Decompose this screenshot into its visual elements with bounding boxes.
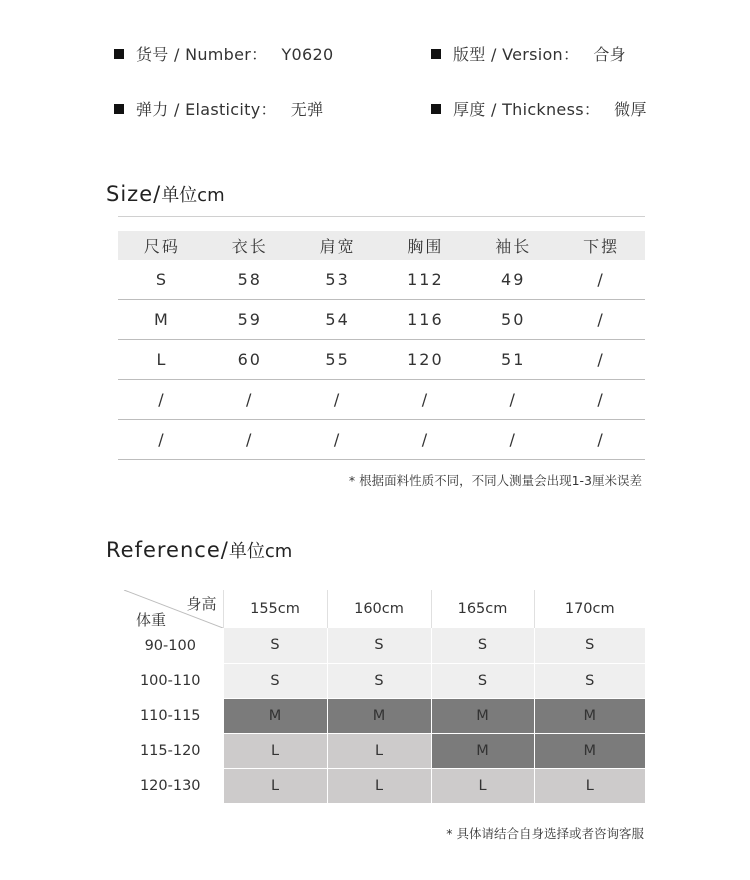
weight-cell: 100-110	[139, 672, 201, 689]
size-table-header	[118, 231, 645, 260]
size-cell: 53	[294, 260, 382, 299]
reference-table	[118, 590, 645, 804]
spec-version-value: 合身	[593, 45, 626, 64]
size-cell: 50	[469, 299, 557, 339]
size-section-title	[106, 181, 225, 207]
spec-thickness	[431, 97, 647, 120]
size-cell: /	[557, 299, 645, 339]
size-recommendation-cell: L	[223, 733, 327, 768]
weight-cell: 120-130	[139, 777, 201, 794]
size-table-row	[118, 260, 645, 299]
size-recommendation-cell: L	[534, 768, 645, 803]
reference-section-title	[106, 537, 292, 563]
size-cell: /	[557, 379, 645, 419]
bullet-square-icon	[114, 49, 124, 59]
size-cell: 51	[469, 339, 557, 379]
size-cell: /	[294, 379, 382, 419]
size-cell: /	[381, 379, 469, 419]
size-recommendation-cell: L	[327, 768, 431, 803]
height-header-cell: 160cm	[327, 590, 431, 628]
size-cell: 112	[381, 260, 469, 299]
size-recommendation-cell: M	[327, 698, 431, 733]
size-cell: 60	[206, 339, 294, 379]
size-recommendation-cell: M	[431, 698, 534, 733]
size-cell: /	[294, 419, 382, 459]
size-recommendation-cell: S	[223, 663, 327, 698]
spec-elasticity-label: 弹力 / Elasticity：	[136, 100, 277, 119]
size-cell: /	[118, 419, 206, 459]
size-cell: S	[118, 260, 206, 299]
reference-row	[118, 663, 645, 698]
reference-title-text: Reference/	[106, 538, 229, 562]
size-recommendation-cell: S	[327, 663, 431, 698]
corner-cell	[118, 590, 223, 628]
corner-weight-label: 体重	[136, 611, 167, 629]
size-recommendation-cell: M	[223, 698, 327, 733]
bullet-square-icon	[431, 104, 441, 114]
weight-cell: 90-100	[144, 637, 196, 654]
size-recommendation-cell: S	[431, 663, 534, 698]
weight-cell: 110-115	[139, 707, 201, 724]
size-cell: 55	[294, 339, 382, 379]
size-cell: M	[118, 299, 206, 339]
size-title-text: Size/	[106, 182, 162, 206]
size-cell: /	[206, 379, 294, 419]
spec-elasticity	[114, 97, 323, 120]
size-title-divider	[118, 216, 645, 217]
spec-thickness-label: 厚度 / Thickness：	[453, 100, 601, 119]
size-cell: /	[469, 419, 557, 459]
size-header-cell: 胸围	[381, 231, 469, 260]
size-cell: /	[381, 419, 469, 459]
spec-version-label: 版型 / Version：	[453, 45, 580, 64]
spec-version	[431, 42, 626, 65]
height-header-cell: 165cm	[431, 590, 534, 628]
size-header-cell: 衣长	[206, 231, 294, 260]
size-cell: /	[557, 339, 645, 379]
size-recommendation-cell: M	[431, 733, 534, 768]
size-recommendation-cell: S	[431, 628, 534, 663]
size-table-row	[118, 419, 645, 459]
height-header-cell: 170cm	[534, 590, 645, 628]
size-cell: /	[118, 379, 206, 419]
size-table-row	[118, 299, 645, 339]
size-recommendation-cell: L	[431, 768, 534, 803]
size-cell: 120	[381, 339, 469, 379]
reference-row	[118, 698, 645, 733]
size-cell: L	[118, 339, 206, 379]
bullet-square-icon	[114, 104, 124, 114]
size-header-cell: 尺码	[118, 231, 206, 260]
spec-number-label: 货号 / Number：	[136, 45, 268, 64]
size-header-cell: 肩宽	[294, 231, 382, 260]
spec-number	[114, 42, 333, 65]
corner-height-label: 身高	[186, 595, 217, 613]
size-table-row	[118, 379, 645, 419]
size-recommendation-cell: L	[223, 768, 327, 803]
size-recommendation-cell: M	[534, 733, 645, 768]
size-cell: 54	[294, 299, 382, 339]
size-title-unit: 单位cm	[161, 185, 225, 206]
size-note: * 根据面料性质不同，不同人测量会出现1-3厘米误差	[348, 473, 642, 488]
size-header-cell: 袖长	[469, 231, 557, 260]
size-table-row	[118, 339, 645, 379]
bullet-square-icon	[431, 49, 441, 59]
size-cell: /	[206, 419, 294, 459]
reference-title-unit: 单位cm	[228, 541, 293, 562]
reference-note: * 具体请结合自身选择或者咨询客服	[446, 826, 644, 841]
size-cell: /	[557, 419, 645, 459]
reference-row	[118, 768, 645, 803]
size-recommendation-cell: S	[327, 628, 431, 663]
spec-thickness-value: 微厚	[614, 100, 647, 119]
size-recommendation-cell: S	[534, 628, 645, 663]
weight-cell: 115-120	[139, 742, 201, 759]
size-cell: /	[557, 260, 645, 299]
size-cell: 49	[469, 260, 557, 299]
size-recommendation-cell: L	[327, 733, 431, 768]
spec-elasticity-value: 无弹	[290, 100, 324, 119]
height-header-cell: 155cm	[223, 590, 327, 628]
size-cell: 116	[381, 299, 469, 339]
size-cell: 59	[206, 299, 294, 339]
size-header-cell: 下摆	[557, 231, 645, 260]
reference-row	[118, 628, 645, 663]
reference-header-row	[118, 590, 645, 628]
size-recommendation-cell: M	[534, 698, 645, 733]
size-cell: 58	[206, 260, 294, 299]
size-table	[118, 231, 645, 460]
size-cell: /	[469, 379, 557, 419]
size-recommendation-cell: S	[223, 628, 327, 663]
spec-number-value: Y0620	[281, 45, 334, 64]
size-recommendation-cell: S	[534, 663, 645, 698]
reference-row	[118, 733, 645, 768]
